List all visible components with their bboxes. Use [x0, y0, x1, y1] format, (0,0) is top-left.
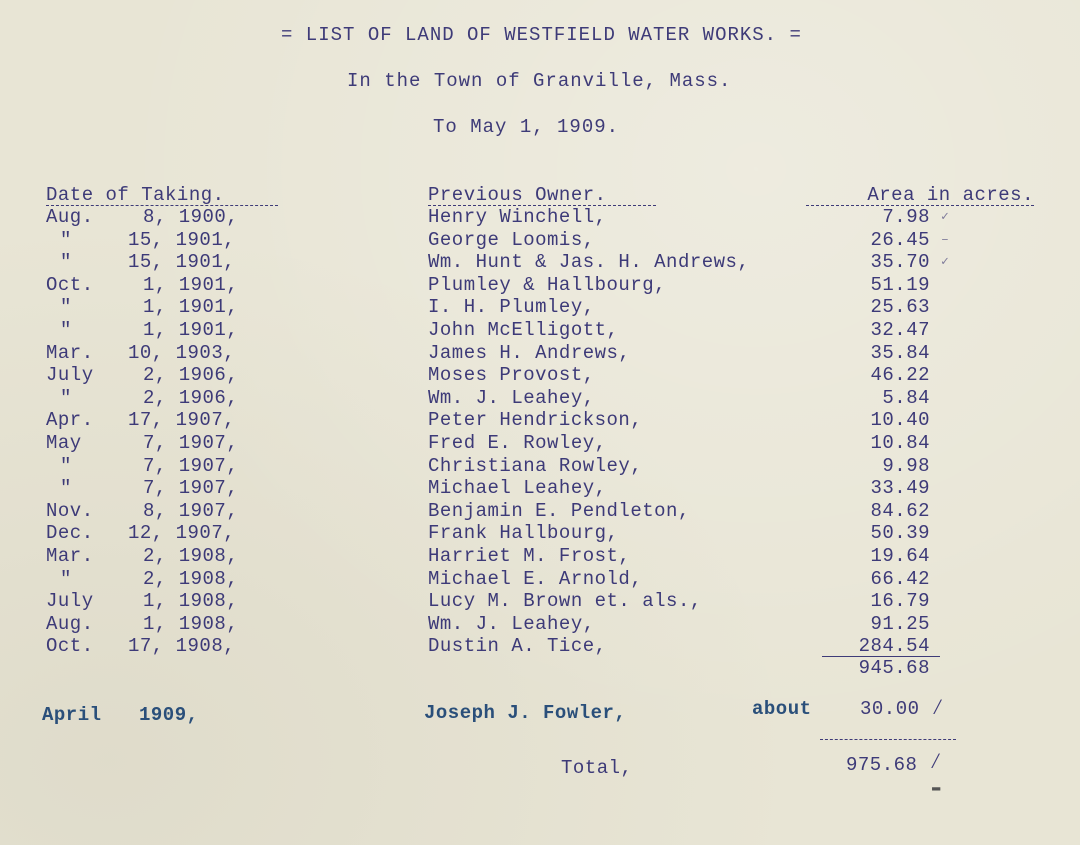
addition-month: April: [42, 704, 102, 726]
row-month: Aug.: [46, 612, 94, 635]
table-row: [0, 522, 1080, 545]
row-previous-owner: Lucy M. Brown et. als.,: [428, 590, 702, 613]
row-month: Dec.: [46, 522, 94, 545]
row-previous-owner: Harriet M. Frost,: [428, 545, 631, 567]
row-area-acres: 10.40: [870, 409, 930, 432]
row-area-acres: 284.54: [858, 635, 930, 658]
row-previous-owner: Michael Leahey,: [428, 477, 607, 500]
row-month: ": [60, 567, 72, 590]
table-row: [0, 590, 1080, 613]
document-subtitle: In the Town of Granville, Mass.: [347, 70, 732, 92]
row-previous-owner: Wm. J. Leahey,: [428, 612, 595, 635]
total-mark: ⁄: [929, 750, 943, 775]
row-day-year: 2, 1908,: [143, 545, 239, 567]
row-area-acres: 50.39: [870, 522, 930, 545]
table-row: [0, 500, 1080, 523]
row-day-year: 10, 1903,: [128, 341, 236, 364]
row-previous-owner: Christiana Rowley,: [428, 454, 643, 477]
row-day-year: 7, 1907,: [143, 454, 239, 477]
row-area-acres: 46.22: [870, 364, 930, 387]
table-row: [0, 229, 1080, 252]
row-area-acres: 16.79: [870, 590, 930, 613]
row-area-acres: 35.70: [870, 251, 930, 274]
row-month: July: [46, 364, 94, 387]
row-area-acres: 35.84: [870, 341, 930, 364]
table-row: [0, 455, 1080, 478]
row-day-year: 1, 1901,: [143, 296, 239, 319]
row-area-acres: 33.49: [870, 477, 930, 500]
table-row: [0, 432, 1080, 455]
row-previous-owner: Peter Hendrickson,: [428, 409, 643, 432]
row-area-acres: 5.84: [882, 386, 930, 409]
row-area-acres: 84.62: [870, 499, 930, 522]
row-day-year: 1, 1908,: [143, 590, 239, 613]
row-day-year: 2, 1906,: [143, 364, 239, 387]
row-previous-owner: Moses Provost,: [428, 364, 595, 387]
row-month: Nov.: [46, 499, 94, 522]
table-row: [0, 274, 1080, 297]
row-day-year: 12, 1907,: [128, 522, 236, 545]
row-area-acres: 25.63: [870, 296, 930, 319]
row-day-year: 1, 1901,: [143, 273, 239, 296]
row-day-year: 1, 1901,: [143, 319, 239, 341]
row-month: Aug.: [46, 206, 94, 228]
row-previous-owner: Wm. J. Leahey,: [428, 386, 595, 409]
row-previous-owner: Wm. Hunt & Jas. H. Andrews,: [428, 251, 750, 274]
row-day-year: 8, 1907,: [143, 499, 239, 522]
row-month: Mar.: [46, 341, 94, 364]
table-row: [0, 251, 1080, 274]
table-row: [0, 477, 1080, 500]
row-previous-owner: George Loomis,: [428, 228, 595, 251]
row-check-mark: –: [941, 231, 950, 247]
row-previous-owner: Fred E. Rowley,: [428, 432, 607, 454]
addition-mark: ⁄: [931, 696, 945, 721]
row-month: ": [60, 296, 72, 319]
table-row: [0, 364, 1080, 387]
addition-day: 1909,: [139, 704, 199, 726]
row-area-acres: 66.42: [870, 567, 930, 590]
row-month: ": [60, 319, 72, 341]
total-rule: [820, 739, 956, 740]
row-month: Oct.: [46, 273, 94, 296]
row-area-acres: 9.98: [882, 454, 930, 477]
document-date-line: To May 1, 1909.: [433, 116, 620, 138]
addition-area: 30.00: [860, 698, 920, 720]
row-previous-owner: John McElligott,: [428, 319, 619, 341]
row-month: ": [60, 386, 72, 409]
row-previous-owner: Plumley & Hallbourg,: [428, 273, 667, 296]
row-month: Apr.: [46, 409, 94, 432]
document-title: = LIST OF LAND OF WESTFIELD WATER WORKS. =: [281, 24, 802, 46]
row-check-mark: ✓: [941, 209, 950, 224]
row-month: ": [60, 251, 72, 274]
table-row: [0, 409, 1080, 432]
row-month: ": [60, 454, 72, 477]
row-month: May: [46, 432, 82, 454]
row-previous-owner: James H. Andrews,: [428, 341, 631, 364]
table-row: [0, 319, 1080, 342]
row-area-acres: 91.25: [870, 612, 930, 635]
column-header-date: Date of Taking.: [46, 185, 278, 206]
subtotal-value: 945.68: [858, 657, 930, 679]
row-day-year: 2, 1908,: [143, 567, 239, 590]
row-previous-owner: Dustin A. Tice,: [428, 635, 607, 658]
row-previous-owner: Benjamin E. Pendleton,: [428, 499, 690, 522]
total-dash-mark: ▬: [932, 780, 941, 796]
row-day-year: 15, 1901,: [128, 228, 236, 251]
row-previous-owner: Michael E. Arnold,: [428, 567, 643, 590]
row-day-year: 17, 1908,: [128, 635, 236, 658]
row-previous-owner: Frank Hallbourg,: [428, 522, 619, 545]
table-row: [0, 296, 1080, 319]
addition-qualifier: about: [752, 698, 812, 720]
table-row: [0, 342, 1080, 365]
row-area-acres: 26.45: [870, 228, 930, 251]
row-area-acres: 7.98: [882, 206, 930, 228]
row-area-acres: 51.19: [870, 273, 930, 296]
row-area-acres: 10.84: [870, 432, 930, 454]
row-previous-owner: I. H. Plumley,: [428, 296, 595, 319]
row-month: ": [60, 477, 72, 500]
row-day-year: 1, 1908,: [143, 612, 239, 635]
row-month: Oct.: [46, 635, 94, 658]
row-check-mark: ✓: [941, 254, 950, 270]
table-row: [0, 545, 1080, 568]
table-row: [0, 387, 1080, 410]
row-day-year: 7, 1907,: [143, 432, 239, 454]
addition-owner: Joseph J. Fowler,: [424, 702, 627, 724]
table-row: [0, 613, 1080, 636]
row-previous-owner: Henry Winchell,: [428, 206, 607, 228]
row-month: Mar.: [46, 545, 94, 567]
row-area-acres: 32.47: [870, 319, 930, 341]
row-day-year: 15, 1901,: [128, 251, 236, 274]
table-row: [0, 568, 1080, 591]
row-area-acres: 19.64: [870, 545, 930, 567]
table-row: [0, 635, 1080, 658]
column-header-area: Area in acres.: [806, 185, 1034, 206]
row-month: July: [46, 590, 94, 613]
total-value: 975.68: [846, 754, 918, 776]
row-month: ": [60, 228, 72, 251]
total-label: Total,: [561, 757, 633, 779]
column-header-owner: Previous Owner.: [428, 185, 656, 206]
row-day-year: 8, 1900,: [143, 206, 239, 228]
table-row: [0, 206, 1080, 229]
row-day-year: 2, 1906,: [143, 386, 239, 409]
row-day-year: 7, 1907,: [143, 477, 239, 500]
row-day-year: 17, 1907,: [128, 409, 236, 432]
